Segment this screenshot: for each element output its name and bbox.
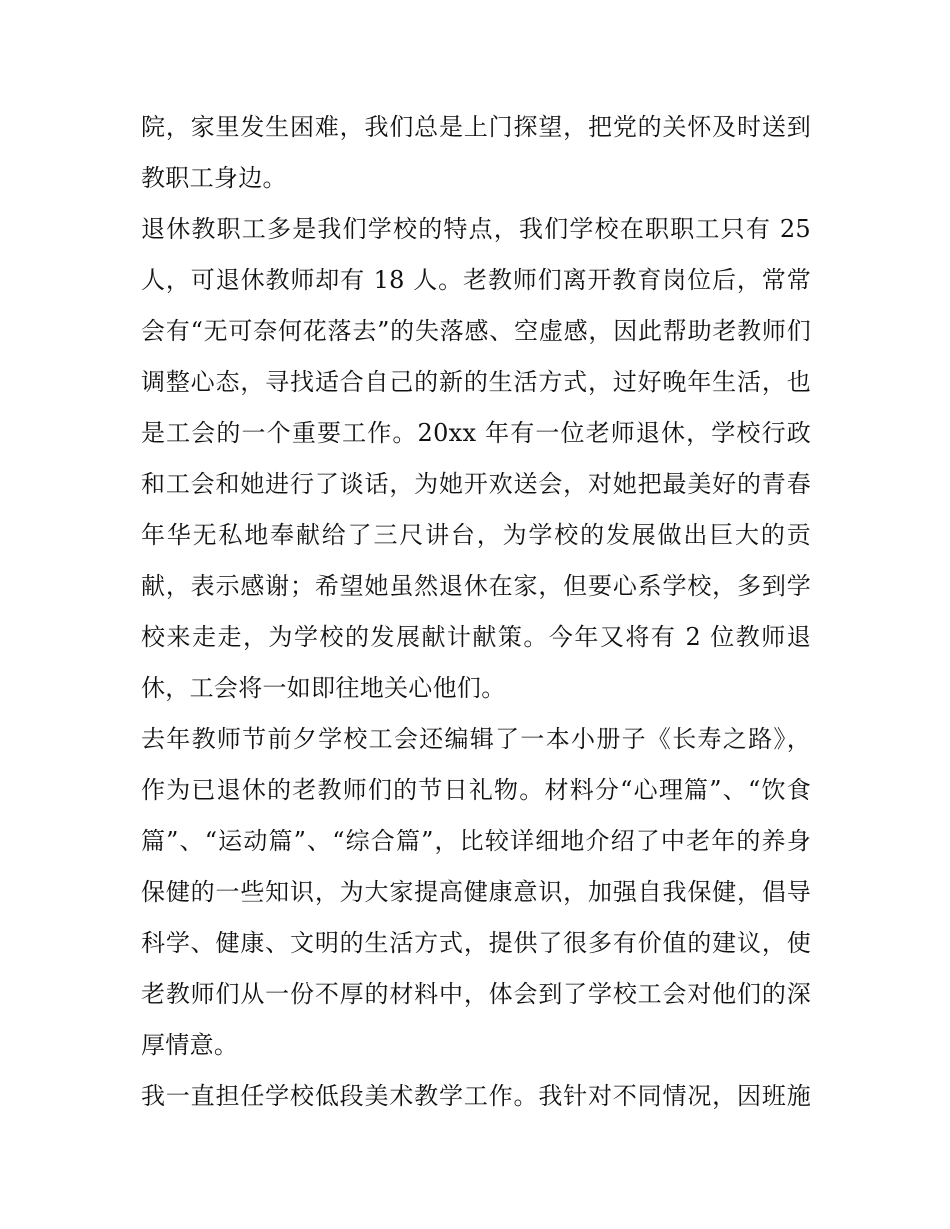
paragraph-1 [141,102,811,204]
text-line: 老教师们从一份不厚的材料中，体会到了学校工会对他们的深 [141,980,811,1008]
text-line: 教职工身边。 [141,164,287,192]
text-line: 调整心态，寻找适合自己的新的生活方式，过好晚年生活，也 [141,368,811,396]
text-line: 院，家里发生困难，我们总是上门探望，把党的关怀及时送到 [141,113,811,141]
text-line: 厚情意。 [141,1031,239,1059]
paragraph-3 [141,714,811,1071]
text-line: 会有“无可奈何花落去”的失落感、空虚感，因此帮助老教师们 [141,317,811,345]
text-line: 人，可退休教师却有 18 人。老教师们离开教育岗位后，常常 [141,266,811,294]
text-line: 保健的一些知识，为大家提高健康意识，加强自我保健，倡导 [141,878,811,906]
paragraph-4 [141,1071,811,1122]
text-line: 我一直担任学校低段美术教学工作。我针对不同情况，因班施 [141,1082,811,1110]
text-line: 是工会的一个重要工作。20xx 年有一位老师退休，学校行政 [141,419,811,447]
text-line: 休，工会将一如即往地关心他们。 [141,674,506,702]
text-line: 篇”、“运动篇”、“综合篇”，比较详细地介绍了中老年的养身 [141,827,811,855]
text-line: 年华无私地奉献给了三尺讲台，为学校的发展做出巨大的贡 [141,521,811,549]
text-line: 去年教师节前夕学校工会还编辑了一本小册子《长寿之路》， [141,725,811,753]
text-line: 科学、健康、文明的生活方式，提供了很多有价值的建议，使 [141,929,811,957]
text-line: 校来走走，为学校的发展献计献策。今年又将有 2 位教师退 [141,623,811,651]
text-line: 作为已退休的老教师们的节日礼物。材料分“心理篇”、“饮食 [141,776,811,804]
text-line: 退休教职工多是我们学校的特点，我们学校在职职工只有 25 [141,215,811,243]
text-line: 和工会和她进行了谈话，为她开欢送会，对她把最美好的青春 [141,470,811,498]
text-line: 献，表示感谢；希望她虽然退休在家，但要心系学校，多到学 [141,572,811,600]
document-body [141,102,811,1122]
paragraph-2 [141,204,811,714]
